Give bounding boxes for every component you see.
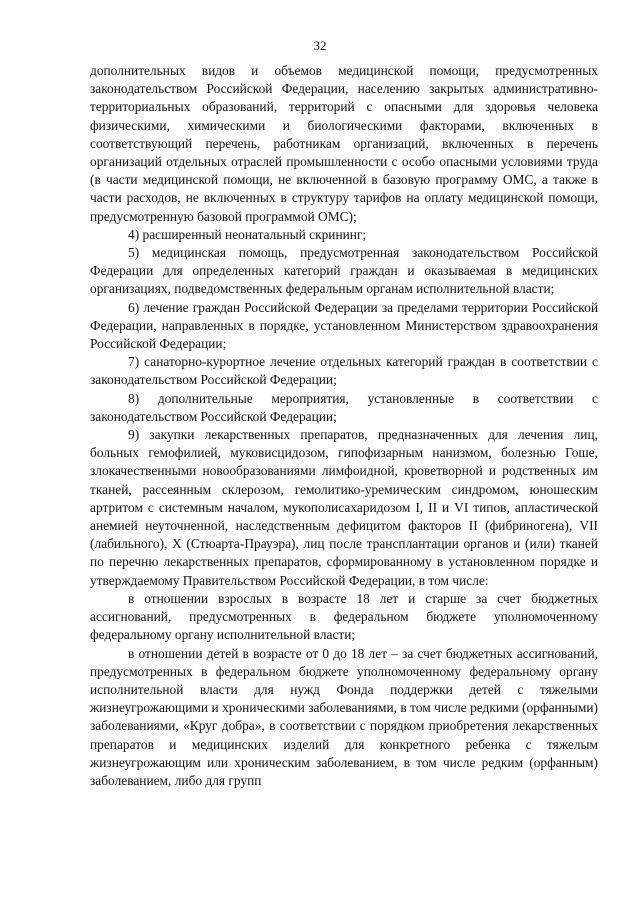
paragraph-children: в отношении детей в возрасте от 0 до 18 лет – за счет бюджетных ассигнований, предусмотренных в федеральном бюджете уполномоченному федеральному органу исполнительной власти для нужд Фонда поддержки детей с тяжелыми жизнеугрожающими и хроническими заболеваниями, в том числе редкими (орфанными) заболеваниями, «Круг добра», в соответствии с порядком приобретения лекарственных препаратов и медицинских изделий для конкретного ребенка с тяжелым жизнеугрожающим или хроническим заболеванием, в том числе редким (орфанным) заболеванием, либо для групп	[90, 645, 598, 788]
paragraph-item-6: 6) лечение граждан Российской Федерации за пределами территории Российской Федерации, направленных в порядке, установленном Министерством здравоохранения Российской Федерации;	[90, 299, 598, 352]
paragraph-continuation: дополнительных видов и объемов медицинской помощи, предусмотренных законодательством Российской Федерации, населению закрытых административно-территориальных образований, территорий с опасными для здоровья человека физическими, химическими и биологическими факторами, включенных в соответствующий перечень, работникам организаций, включенных в перечень организаций отдельных отраслей промышленности с особо опасными условиями труда (в части медицинской помощи, не включенной в базовую программу ОМС, а также в части расходов, не включенных в структуру тарифов на оплату медицинской помощи, предусмотренную базовой программой ОМС);	[90, 63, 598, 224]
page-number: 32	[313, 38, 327, 53]
paragraph-item-7: 7) санаторно-курортное лечение отдельных категорий граждан в соответствии с законодательством Российской Федерации;	[90, 354, 598, 388]
paragraph-item-8: 8) дополнительные мероприятия, установленные в соответствии с законодательством Российской Федерации;	[90, 390, 598, 424]
document-body	[90, 62, 598, 790]
paragraph-item-4: 4) расширенный неонатальный скрининг;	[128, 226, 367, 242]
paragraph-item-9: 9) закупки лекарственных препаратов, предназначенных для лечения лиц, больных гемофилией, муковисцидозом, гипофизарным нанизмом, болезнью Гоше, злокачественными новообразованиями лимфоидной, кроветворной и родственных им тканей, рассеянным склерозом, гемолитико-уремическим синдромом, юношеским артритом с системным началом, мукополисахаридозом I, II и VI типов, апластической анемией неуточненной, наследственным дефицитом факторов II (фибриногена), VII (лабильного), X (Стюарта-Прауэра), лиц после трансплантации органов и (или) тканей по перечню лекарственных препаратов, сформированному в установленном порядке и утверждаемому Правительством Российской Федерации, в том числе:	[90, 427, 598, 588]
paragraph-item-5: 5) медицинская помощь, предусмотренная законодательством Российской Федерации для определенных категорий граждан и оказываемая в медицинских организациях, подведомственных федеральным органам исполнительной власти;	[90, 245, 598, 297]
paragraph-adults: в отношении взрослых в возрасте 18 лет и старше за счет бюджетных ассигнований, предусмотренных в федеральном бюджете уполномоченному федеральному органу исполнительной власти;	[90, 590, 598, 643]
